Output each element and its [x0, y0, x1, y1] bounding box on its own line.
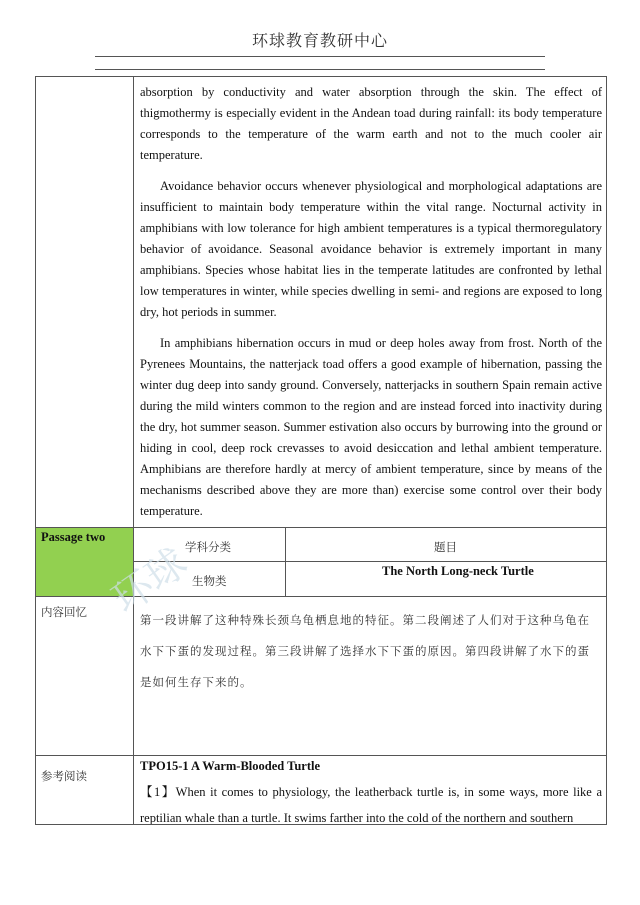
- subject-value: 生物类: [192, 574, 227, 588]
- table-border-bottom: [35, 824, 607, 825]
- header-rule: [95, 56, 545, 57]
- paragraph: Avoidance behavior occurs whenever physiological and morphological adaptations are insufficient to maintain body temperature within the vital range. Nocturnal activity in amphibians with low tolerance for high ambient temperatures is a typical thermoregulatory behavior of avoidance. Seasonal avoidance behavior is extremely important in many amphibians. Species whose habitat lies in the temperate latitudes are confronted by lethal low temperatures in winter, while species dwelling in semi- and regions are exposed to long dry, hot periods in summer.: [140, 179, 602, 319]
- table-border-right: [606, 76, 607, 825]
- table-column-divider: [133, 76, 134, 825]
- watermark: 环球: [104, 539, 196, 624]
- header-rule-2: [95, 69, 545, 70]
- passage-two-label: Passage two: [41, 530, 106, 544]
- page-header-title: 环球教育教研中心: [251, 31, 388, 50]
- recall-text: 第一段讲解了这种特殊长颈乌龟栖息地的特征。第二段阐述了人们对于这种乌龟在水下下蛋的发现过程。第三段讲解了选择水下下蛋的原因。第四段讲解了水下的蛋是如何生存下来的。: [140, 613, 590, 689]
- passage-one-text: [140, 82, 602, 532]
- table-inner-divider: [285, 527, 286, 596]
- subject-column-header: 学科分类: [185, 540, 231, 554]
- passage-title: The North Long-neck Turtle: [382, 564, 534, 578]
- table-border-left: [35, 76, 36, 825]
- reading-heading: TPO15-1 A Warm-Blooded Turtle: [140, 759, 320, 773]
- reading-label: 参考阅读: [41, 769, 87, 783]
- table-row-divider: [133, 561, 607, 562]
- recall-label: 内容回忆: [41, 605, 87, 619]
- paragraph: In amphibians hibernation occurs in mud or deep holes away from frost. North of the Pyrenees Mountains, the natterjack toad offers a good example of hibernation, passing the winter dug deep into sandy ground. Conversely, natterjacks in southern Spain remain active during the mild winters common to the region and are instead forced into inactivity during the dry, hot summer season. Summer estivation also occurs by burrowing into the ground or hiding in cool, deep rock crevasses to avoid desiccation and lethal ambient temperature. Amphibians are therefore hardly at mercy of ambient temperature, since by means of the mechanisms described above they are more than) exercise some control over their body temperature.: [140, 336, 602, 518]
- paragraph: absorption by conductivity and water absorption through the skin. The effect of thigmothermy is especially evident in the Andean toad during rainfall: its body temperature corresponds to the temperature of the warm earth and not to the much cooler air temperature.: [140, 85, 602, 162]
- reading-paragraph: 【1】When it comes to physiology, the leatherback turtle is, in some ways, more like a reptilian whale than a turtle. It swims farther into the cold of the northern and southern: [140, 785, 602, 824]
- table-border-top: [35, 76, 607, 77]
- title-column-header: 题目: [434, 540, 457, 554]
- table-row-divider: [35, 755, 607, 756]
